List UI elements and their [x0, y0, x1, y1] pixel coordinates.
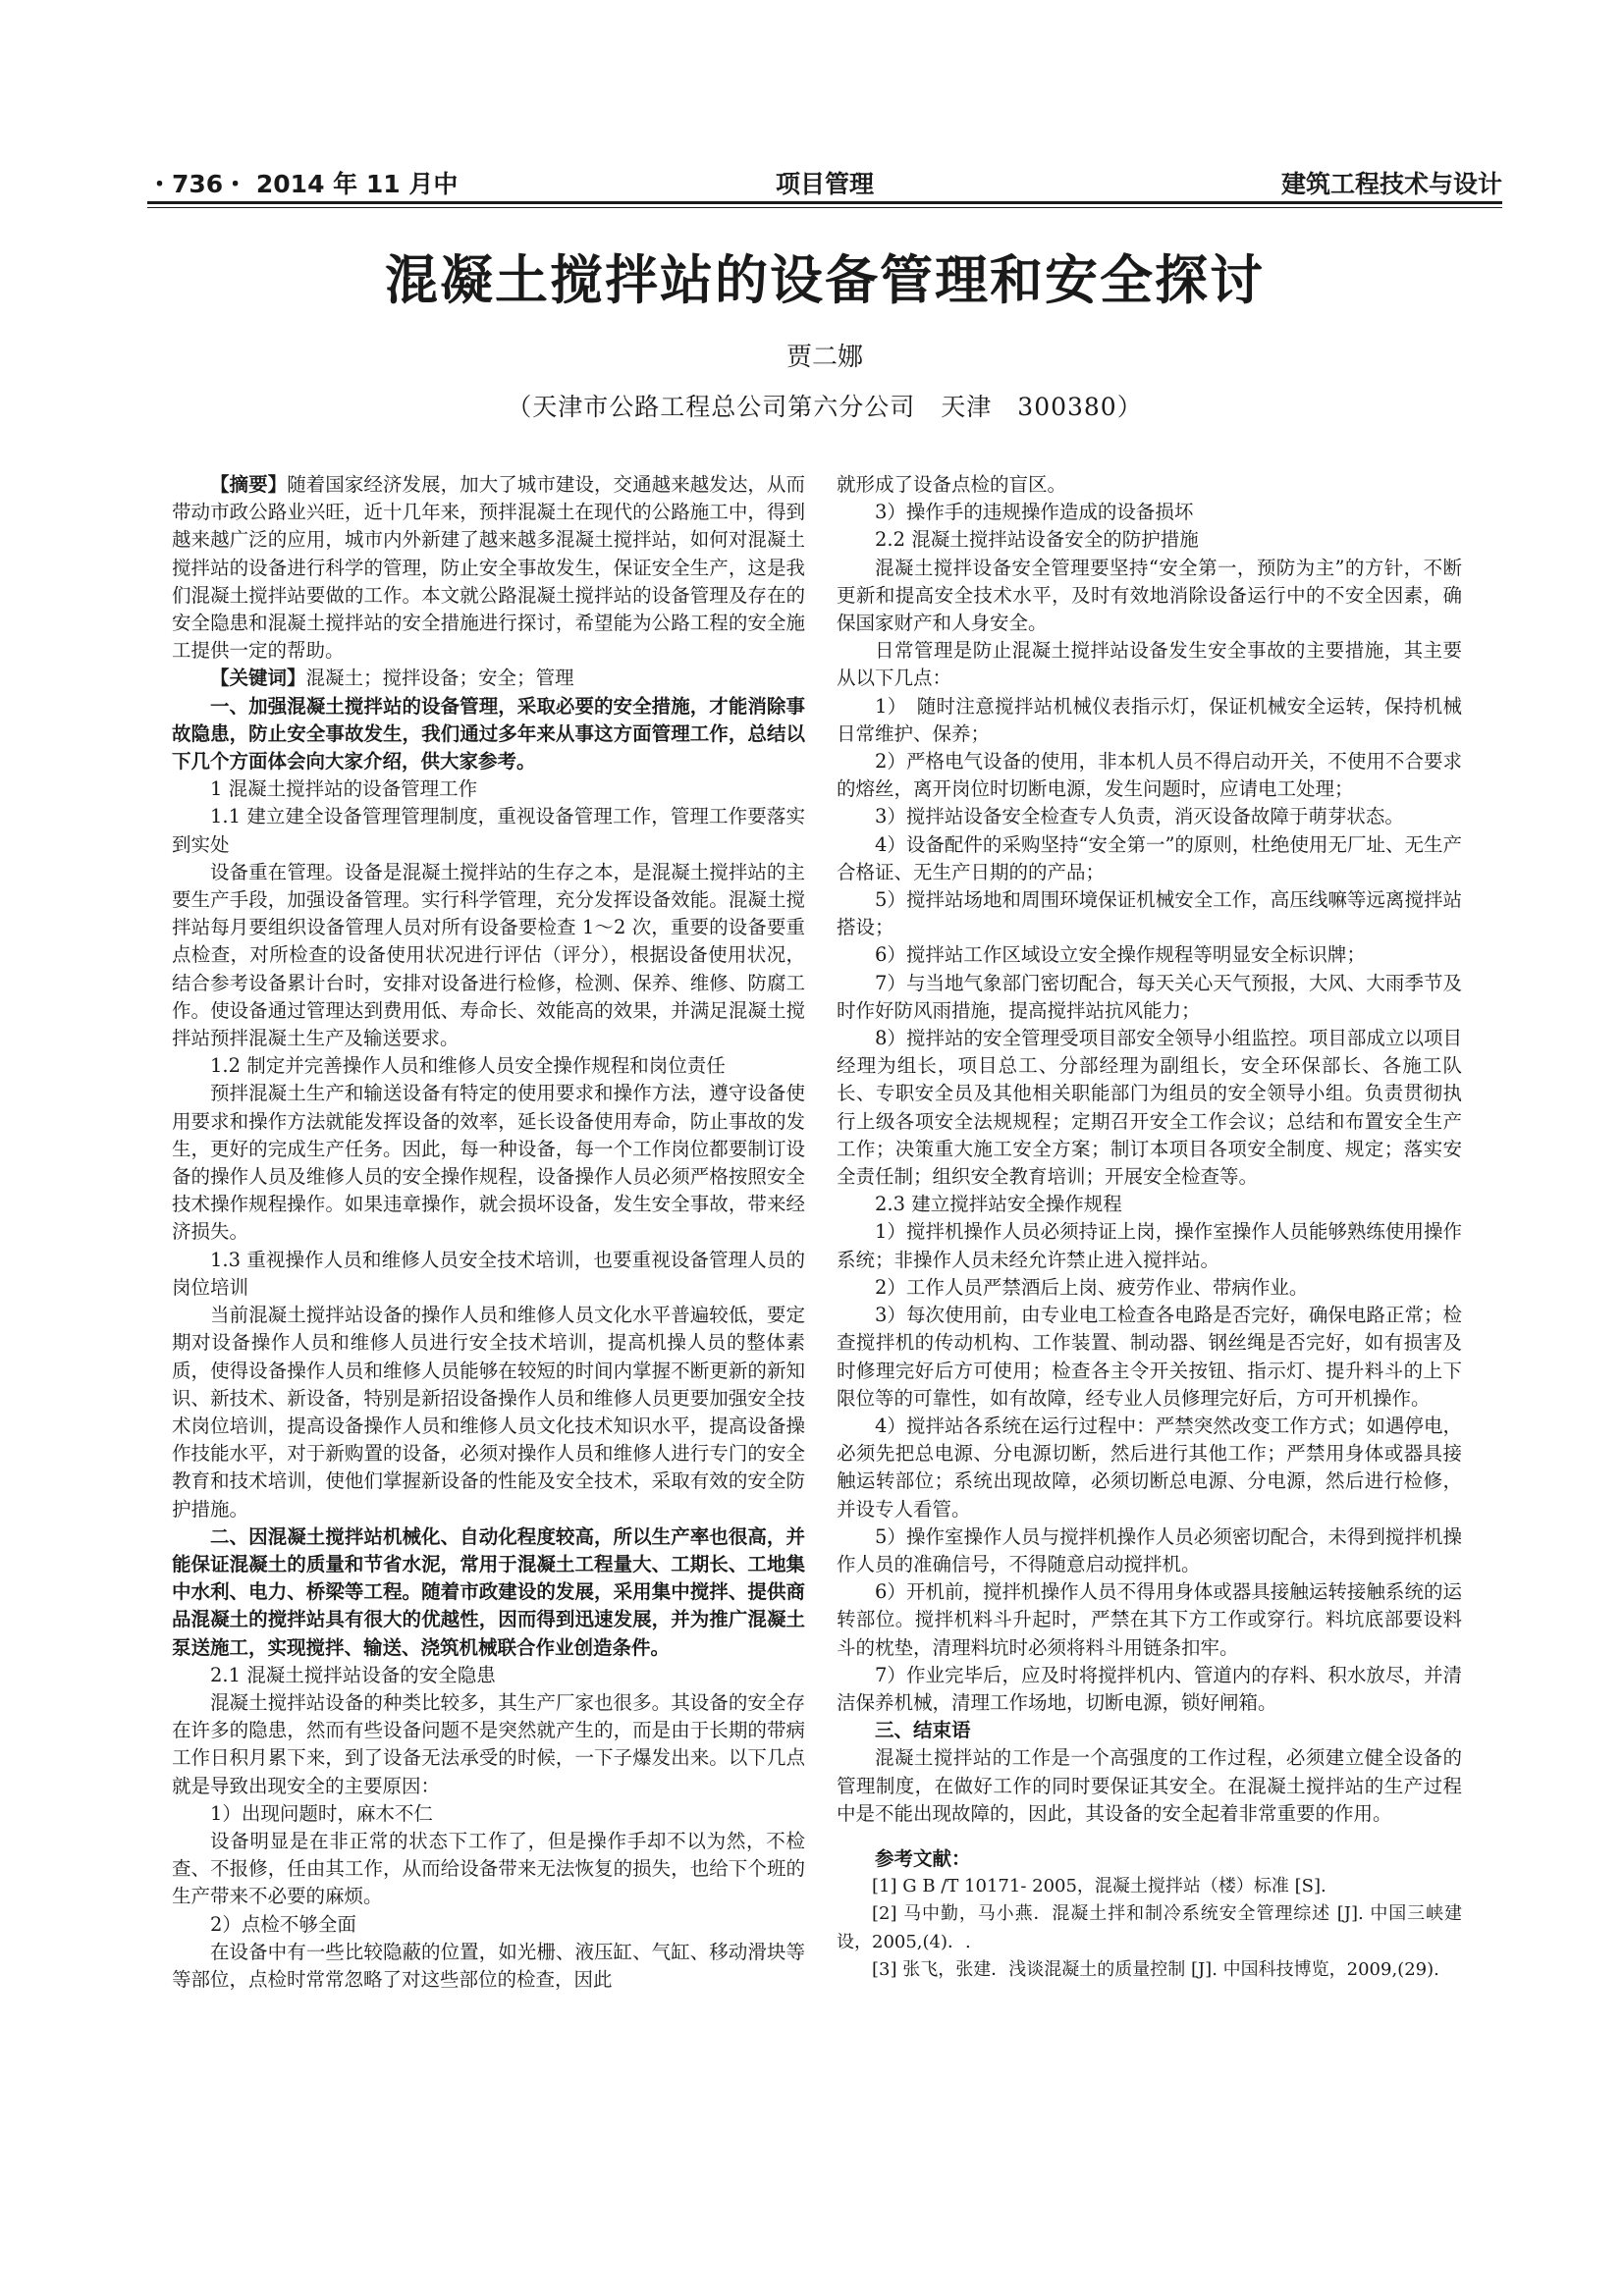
body-paragraph — [837, 1191, 1462, 1218]
paragraph-text: [2] 马中勤，马小燕．混凝土拌和制冷系统安全管理综述 [J]. 中国三峡建设，2005,(4)．. — [837, 1903, 1462, 1952]
section-heading — [837, 1717, 1462, 1744]
body-paragraph — [172, 1080, 805, 1246]
body-paragraph — [837, 1302, 1462, 1413]
body-paragraph — [172, 1302, 805, 1523]
body-paragraph — [837, 1523, 1462, 1578]
body-paragraph — [837, 555, 1462, 638]
body-paragraph — [172, 1662, 805, 1689]
paragraph-text: 一、加强混凝土搅拌站的设备管理，采取必要的安全措施，才能消除事故隐患，防止安全事故发生，我们通过多年来从事这方面管理工作，总结以下几个方面体会向大家介绍，供大家参考。 — [172, 694, 805, 774]
body-paragraph — [172, 1689, 805, 1800]
left-column — [172, 471, 805, 1994]
paragraph-text: 预拌混凝土生产和输送设备有特定的使用要求和操作方法，遵守设备使用要求和操作方法就能发挥设备的效率，延长设备使用寿命，防止事故的发生，更好的完成生产任务。因此，每一种设备，每一个工作岗位都要制订设备的操作人员及维修人员的安全操作规程，设备操作人员必须严格按照安全技术操作规程操作。如果违章操作，就会损坏设备，发生安全事故，带来经济损失。 — [172, 1082, 805, 1244]
body-paragraph — [172, 775, 805, 803]
paragraph-text: 3）操作手的违规操作造成的设备损坏 — [875, 501, 1194, 524]
right-column — [837, 471, 1462, 1984]
body-paragraph — [837, 693, 1462, 748]
paragraph-text: 混凝土搅拌设备安全管理要坚持“安全第一，预防为主”的方针，不断更新和提高安全技术水平，及时有效地消除设备运行中的不安全因素，确保国家财产和人身安全。 — [837, 556, 1462, 635]
body-paragraph — [837, 941, 1462, 969]
article-title: 混凝土搅拌站的设备管理和安全探讨 — [385, 248, 1265, 311]
body-paragraph — [837, 748, 1462, 803]
paragraph-text: 5）操作室操作人员与搅拌机操作人员必须密切配合，未得到搅拌机操作人员的准确信号，不得随意启动搅拌机。 — [837, 1524, 1462, 1575]
paragraph-text: 混凝土搅拌站设备的种类比较多，其生产厂家也很多。其设备的安全存在许多的隐患，然而有些设备问题不是突然就产生的，而是由于长期的带病工作日积月累下来，到了设备无法承受的时候，一下子爆发出来。以下几点就是导致出现安全的主要原因： — [172, 1690, 805, 1797]
section-heading — [172, 693, 805, 776]
paragraph-text: 4）设备配件的采购坚持“安全第一”的原则，杜绝使用无厂址、无生产合格证、无生产日期的的产品； — [837, 832, 1462, 883]
body-paragraph — [837, 1025, 1462, 1191]
paragraph-text: 混凝土搅拌站的工作是一个高强度的工作过程，必须建立健全设备的管理制度，在做好工作的同时要保证其安全。在混凝土搅拌站的生产过程中是不能出现故障的，因此，其设备的安全起着非常重要的作用。 — [837, 1746, 1462, 1825]
body-paragraph — [837, 970, 1462, 1025]
body-paragraph — [837, 1744, 1462, 1828]
paragraph-label: 【摘要】 — [210, 473, 288, 496]
paragraph-text: 1.3 重视操作人员和维修人员安全技术培训，也要重视设备管理人员的岗位培训 — [172, 1248, 805, 1299]
paragraph-text: 设备重在管理。设备是混凝土搅拌站的生存之本，是混凝土搅拌站的主要生产手段，加强设备管理。实行科学管理，充分发挥设备效能。混凝土搅拌站每月要组织设备管理人员对所有设备要检查 1～2 次，重要的设备要重点检查，对所检查的设备使用状况进行评估（评分），根据设备使用状况，结合参考设备累计台时，安排对设备进行检修，检测、保养、维修、防腐工作。使设备通过管理达到费用低、寿命长、效能高的效果，并满足混凝土搅拌站预拌混凝土生产及输送要求。 — [172, 860, 805, 1050]
paragraph-text: 随着国家经济发展，加大了城市建设，交通越来越发达，从而带动市政公路业兴旺，近十几年来，预拌混凝土在现代的公路施工中，得到越来越广泛的应用，城市内外新建了越来越多混凝土搅拌站，如何对混凝土搅拌站的设备进行科学的管理，防止安全事故发生，保证安全生产，这是我们混凝土搅拌站要做的工作。本文就公路混凝土搅拌站的设备管理及存在的安全隐患和混凝土搅拌站的安全措施进行探讨，希望能为公路工程的安全施工提供一定的帮助。 — [172, 473, 805, 663]
header-rule — [147, 201, 1502, 204]
body-paragraph — [172, 1052, 805, 1080]
paragraph-text: 2）工作人员严禁酒后上岗、疲劳作业、带病作业。 — [875, 1275, 1309, 1299]
paragraph-label: 【关键词】 — [210, 667, 306, 690]
paragraph-text: 1.2 制定并完善操作人员和维修人员安全操作规程和岗位责任 — [210, 1054, 726, 1078]
paragraph-text: 二、因混凝土搅拌站机械化、自动化程度较高，所以生产率也很高，并能保证混凝土的质量和节省水泥，常用于混凝土工程量大、工期长、工地集中水利、电力、桥梁等工程。随着市政建设的发展，采用集中搅拌、提供商品混凝土的搅拌站具有很大的优越性，因而得到迅速发展，并为推广混凝土泵送施工，实现搅拌、输送、浇筑机械联合作业创造条件。 — [172, 1524, 805, 1659]
paragraph-text: 5）搅拌站场地和周围环境保证机械安全工作，高压线嘛等远离搅拌站搭设； — [837, 888, 1462, 939]
paragraph-text: 1 混凝土搅拌站的设备管理工作 — [210, 777, 478, 801]
paragraph-text: 设备明显是在非正常的状态下工作了，但是操作手却不以为然，不检查、不报修，任由其工作，从而给设备带来无法恢复的损失，也给下个班的生产带来不必要的麻烦。 — [172, 1829, 805, 1908]
body-paragraph — [837, 471, 1462, 499]
paragraph-text: 2）严格电气设备的使用，非本机人员不得启动开关，不使用不合要求的熔丝，离开岗位时切断电源，发生问题时，应请电工处理； — [837, 750, 1462, 801]
section-name: 项目管理 — [775, 170, 874, 198]
body-paragraph — [172, 1939, 805, 1994]
body-paragraph — [172, 1247, 805, 1302]
section-heading — [172, 1523, 805, 1662]
header-rule-thin — [147, 207, 1502, 208]
body-paragraph — [837, 526, 1462, 554]
body-paragraph — [837, 1413, 1462, 1523]
paragraph-text: 混凝土；搅拌设备；安全；管理 — [305, 667, 574, 690]
paragraph-text: 2.1 混凝土搅拌站设备的安全隐患 — [210, 1663, 496, 1686]
reference-entry — [837, 1873, 1462, 1900]
body-paragraph — [172, 665, 805, 692]
issue-info: ・736・ 2014 年 11 月中 — [147, 170, 459, 198]
paragraph-text: 2.2 混凝土搅拌站设备安全的防护措施 — [875, 528, 1199, 552]
paragraph-text: 4）搅拌站各系统在运行过程中：严禁突然改变工作方式；如遇停电，必须先把总电源、分电源切断，然后进行其他工作；严禁用身体或器具接触运转部位；系统出现故障，必须切断总电源、分电源，然后进行检修，并设专人看管。 — [837, 1414, 1462, 1521]
paragraph-text: [1] G B /T 10171- 2005，混凝土搅拌站（楼）标准 [S]. — [872, 1876, 1326, 1897]
body-paragraph — [172, 803, 805, 858]
body-paragraph — [837, 1274, 1462, 1302]
article-author: 贾二娜 — [785, 343, 863, 372]
paragraph-text: 3）每次使用前，由专业电工检查各电路是否完好，确保电路正常；检查搅拌机的传动机构、工作装置、制动器、钢丝绳是否完好，如有损害及时修理完好后方可使用；检查各主令开关按钮、指示灯、提升料斗的上下限位等的可靠性，如有故障，经专业人员修理完好后，方可开机操作。 — [837, 1304, 1462, 1410]
paragraph-text: 当前混凝土搅拌站设备的操作人员和维修人员文化水平普遍较低，要定期对设备操作人员和维修人员进行安全技术培训，提高机操人员的整体素质，使得设备操作人员和维修人员能够在较短的时间内掌握不断更新的新知识、新技术、新设备，特别是新招设备操作人员和维修人员更要加强安全技术岗位培训，提高设备操作人员和维修人员文化技术知识水平，提高设备操作技能水平，对于新购置的设备，必须对操作人员和维修人进行专门的安全教育和技术培训，使他们掌握新设备的性能及安全技术，采取有效的安全防护措施。 — [172, 1304, 805, 1521]
body-paragraph — [837, 831, 1462, 886]
body-paragraph — [837, 803, 1462, 830]
paragraph-text: [3] 张飞，张建．浅谈混凝土的质量控制 [J]. 中国科技博览，2009,(29). — [872, 1958, 1439, 1980]
body-paragraph — [837, 1662, 1462, 1717]
body-paragraph — [172, 859, 805, 1052]
paragraph-text: 2.3 建立搅拌站安全操作规程 — [875, 1193, 1122, 1216]
body-paragraph — [837, 499, 1462, 526]
body-paragraph — [837, 1578, 1462, 1662]
body-paragraph — [172, 1911, 805, 1939]
references-heading — [837, 1845, 1462, 1873]
body-paragraph — [837, 637, 1462, 692]
body-paragraph — [172, 1800, 805, 1828]
body-paragraph — [172, 1828, 805, 1911]
body-paragraph — [172, 471, 805, 665]
paragraph-text: 三、结束语 — [875, 1719, 971, 1742]
paragraph-text: 1.1 建立建全设备管理管理制度，重视设备管理工作，管理工作要落实到实处 — [172, 805, 805, 856]
paragraph-text: 2）点检不够全面 — [210, 1912, 356, 1936]
paragraph-text: 日常管理是防止混凝土搅拌站设备发生安全事故的主要措施，其主要从以下几点： — [837, 639, 1462, 690]
paragraph-text: 6）开机前，搅拌机操作人员不得用身体或器具接触运转接触系统的运转部位。搅拌机料斗升起时，严禁在其下方工作或穿行。料坑底部要设料斗的枕垫，清理料坑时必须将料斗用链条扣牢。 — [837, 1580, 1462, 1659]
paragraph-text: 7）作业完毕后，应及时将搅拌机内、管道内的存料、积水放尽，并清洁保养机械，清理工作场地，切断电源，锁好闸箱。 — [837, 1663, 1462, 1714]
paragraph-text: 1）搅拌机操作人员必须持证上岗，操作室操作人员能够熟练使用操作系统；非操作人员未经允许禁止进入搅拌站。 — [837, 1220, 1462, 1271]
paragraph-text: 3）搅拌站设备安全检查专人负责，消灭设备故障于萌芽状态。 — [875, 805, 1404, 828]
running-header — [147, 165, 1502, 200]
body-paragraph — [837, 886, 1462, 941]
paragraph-text: 8）搅拌站的安全管理受项目部安全领导小组监控。项目部成立以项目经理为组长，项目总工、分部经理为副组长，安全环保部长、各施工队长、专职安全员及其他相关职能部门为组员的安全领导小组。负责贯彻执行上级各项安全法规规程；定期召开安全工作会议；总结和布置安全生产工作；决策重大施工安全方案；制订本项目各项安全制度、规定；落实安全责任制；组织安全教育培训；开展安全检查等。 — [837, 1027, 1462, 1189]
author-affiliation: （天津市公路工程总公司第六分公司 天津 300380） — [507, 393, 1143, 421]
body-paragraph — [837, 1218, 1462, 1273]
reference-entry — [837, 1956, 1462, 1984]
paragraph-text: 参考文献： — [875, 1846, 971, 1870]
journal-name: 建筑工程技术与设计 — [1280, 170, 1502, 198]
reference-entry — [837, 1900, 1462, 1955]
paragraph-text: 7）与当地气象部门密切配合，每天关心天气预报，大风、大雨季节及时作好防风雨措施，提高搅拌站抗风能力； — [837, 971, 1462, 1022]
paragraph-text: 1）出现问题时，麻木不仁 — [210, 1801, 433, 1825]
paragraph-text: 就形成了设备点检的盲区。 — [837, 473, 1067, 496]
paragraph-text: 6）搅拌站工作区域设立安全操作规程等明显安全标识牌； — [875, 943, 1366, 967]
paragraph-text: 1） 随时注意搅拌站机械仪表指示灯，保证机械安全运转，保持机械日常维护、保养； — [837, 694, 1462, 745]
paragraph-text: 在设备中有一些比较隐蔽的位置，如光栅、液压缸、气缸、移动滑块等等部位，点检时常常忽略了对这些部位的检查，因此 — [172, 1940, 805, 1991]
